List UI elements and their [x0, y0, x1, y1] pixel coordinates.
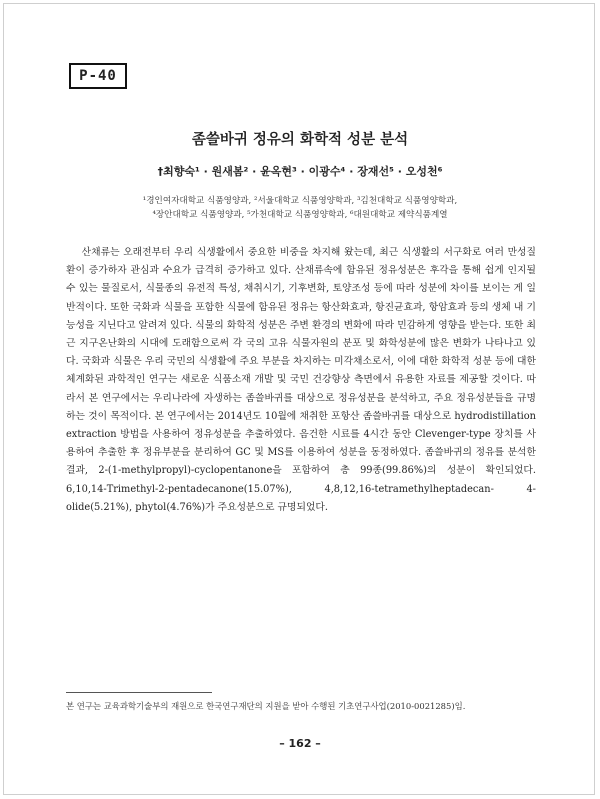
affiliation-line-1: ¹경인여자대학교 식품영양과, ²서울대학교 식품영양학과, ³김천대학교 식품영양학과, — [142, 196, 458, 206]
abstract-paragraph: 산채류는 오래전부터 우리 식생활에서 중요한 비중을 차지해 왔는데, 최근 식생활의 서구화로 여러 만성질환이 증가하자 관심과 수요가 급격히 증가하고 있다. 산채류속에 함유된 정유성분은 후각을 통해 쉽게 인지될 수 있는 물질로서, 식물종의 유전적 특성, 채취시기, 기후변화, 토양조성 등에 따라 성분에 차이를 보이는 게 일반적이다. 또한 국화과 식물을 포함한 식물에 함유된 정유는 항산화효과, 항진균효과, 항암효과 등의 생체 내 기능성을 지닌다고 알려져 있다. 식물의 화학적 성분은 주변 환경의 변화에 따라 민감하게 영향을 받는다. 또한 최근 지구온난화의 시대에 도래함으로써 각 국의 고유 식물자원의 분포 및 화학성분에 많은 변화가 나타나고 있다. 국화과 식물은 우리 국민의 식생활에 주요 부분을 차지하는 미각채소로서, 이에 대한 화학적 성분 등에 대한 체계화된 과학적인 연구는 새로운 식품소재 개발 및 국민 건강향상 측면에서 유용한 자료를 제공할 것이다. 따라서 본 연구에서는 우리나라에 자생하는 좀쓸바귀를 대상으로 정유성분을 분석하고, 주요 정유성분들을 규명하는 것이 목적이다. 본 연구에서는 2014년도 10월에 채취한 포항산 좀쓸바귀를 대상으로 hydrodistillation extraction 방법을 사용하여 정유성분을 추출하였다. 음건한 시료를 4시간 동안 Clevenger-type 장치를 사용하여 추출한 후 정유부분을 분리하여 GC 및 MS를 이용하여 성분을 동정하였다. 좀쓸바귀의 정유를 분석한 결과, 2-(1-methylpropyl)-cyclopentanone을 포함하여 총 99종(99.86%)의 성분이 확인되었다. 6,10,14-Trimethyl-2-pentadecanone(15.07%), 4,8,12,16-tetramethylheptadecan- 4-olide(5.21%), phytol(4.76%)가 주요성분으로 규명되었다. — [66, 247, 536, 513]
page-number: – 162 – — [279, 737, 321, 750]
paper-title: 좀쓸바귀 정유의 화학적 성분 분석 — [191, 132, 409, 148]
poster-number-badge: P-40 — [69, 63, 127, 89]
footnote-divider — [66, 692, 212, 693]
funding-footnote: 본 연구는 교육과학기술부의 재원으로 한국연구재단의 지원을 받아 수행된 기초연구사업(2010-0021285)임. — [66, 701, 466, 711]
author-list: †최향숙¹ · 원새봄² · 윤옥현³ · 이광수⁴ · 장재선⁵ · 오성천⁶ — [157, 165, 443, 178]
affiliation-line-2: ⁴장안대학교 식품영양과, ⁵가천대학교 식품영양학과, ⁶대원대학교 제약식품계열 — [152, 210, 448, 220]
abstract-body — [66, 244, 536, 517]
